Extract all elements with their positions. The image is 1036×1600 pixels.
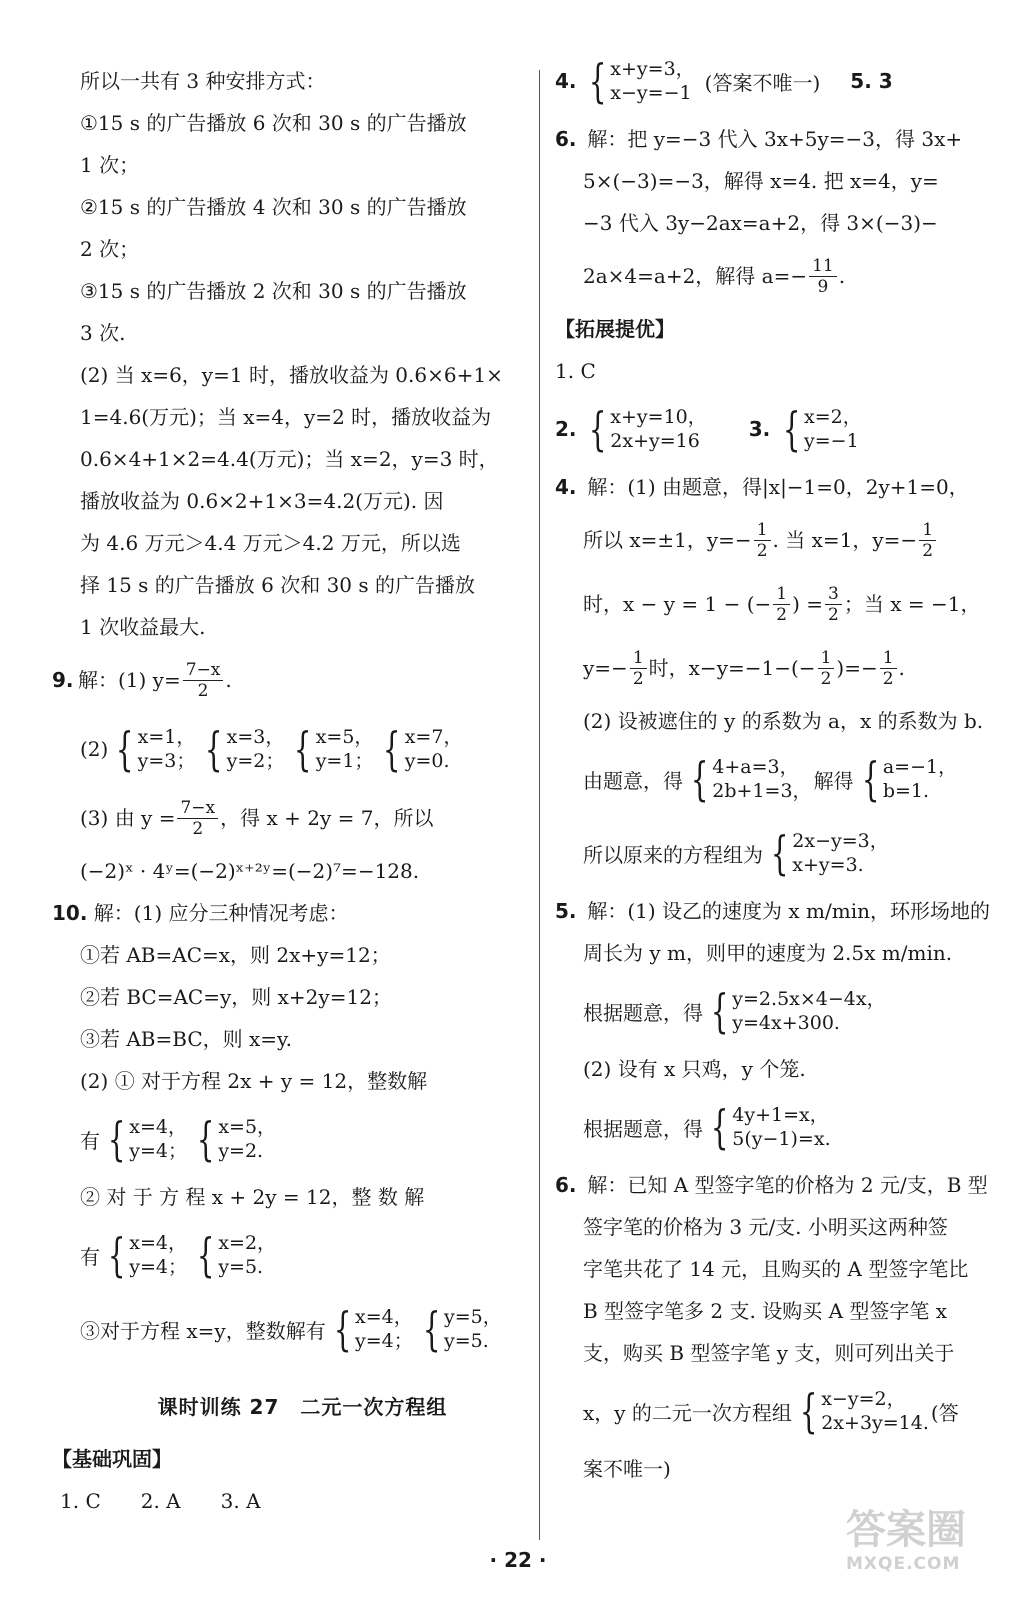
brace-icon: {	[107, 1112, 126, 1166]
e4-text: .	[898, 656, 905, 680]
brace-icon: {	[770, 826, 789, 880]
numerator: 1	[818, 648, 835, 669]
column-divider	[539, 70, 540, 1540]
question-number: 6.	[555, 1173, 577, 1197]
fraction	[754, 520, 771, 561]
text-line: 签字笔的价格为 3 元/支. 小明买这两种签	[583, 1215, 948, 1239]
text-line: 播放收益为 0.6×2+1×3=4.2(万元). 因	[80, 489, 444, 513]
eq-row: y=2；	[226, 750, 285, 772]
e6-line-6	[555, 1374, 995, 1448]
denominator: 2	[828, 604, 839, 625]
eq-row: x=2，	[218, 1232, 277, 1254]
e4-line-6	[555, 742, 995, 816]
denominator: 2	[192, 818, 204, 839]
q9-text: (3) 由 y =	[80, 806, 176, 830]
equation-system	[191, 1228, 277, 1282]
text-line: 1 次收益最大.	[80, 615, 206, 639]
numerator: 3	[825, 584, 842, 605]
eq-row: x=4，	[354, 1306, 413, 1328]
denominator: 2	[197, 680, 209, 701]
text-line: 3 次.	[80, 321, 126, 345]
text-line: 周长为 y m，则甲的速度为 2.5x m/min.	[583, 941, 953, 965]
q6-text: 解：把 y=−3 代入 3x+5y=−3，得 3x+	[587, 127, 963, 151]
fraction	[809, 256, 837, 297]
label: 有	[80, 1244, 100, 1269]
right-column	[555, 54, 995, 1490]
equation-system	[377, 722, 463, 776]
numerator: 1	[754, 520, 771, 541]
e4-text: 所以 x=±1，y=−	[583, 528, 752, 552]
e4-text: 时，x−y=−1−(−	[648, 656, 816, 680]
equation-system	[777, 402, 862, 456]
brace-icon: {	[422, 1302, 441, 1356]
e5-text: 根据题意，得	[583, 1116, 703, 1141]
e4-text: . 当 x=1，y=−	[772, 528, 918, 552]
denominator: 2	[756, 540, 768, 561]
q4-line	[555, 44, 995, 118]
e6-text: 解：已知 A 型签字笔的价格为 2 元/支，B 型	[587, 1173, 988, 1197]
equation-system	[583, 54, 695, 108]
eq-row: y=2.5x×4−4x，	[732, 988, 886, 1010]
eq-row: y=−1	[804, 430, 859, 452]
fraction	[183, 660, 224, 701]
text-line: −3 代入 3y−2ax=a+2，得 3×(−3)−	[583, 211, 938, 235]
brace-icon: {	[205, 722, 223, 776]
equation-system	[199, 722, 285, 776]
eq-row: 2x+y=16	[610, 430, 700, 452]
text-line: B 型签字笔多 2 支. 设购买 A 型签字笔 x	[583, 1299, 948, 1323]
label: ③对于方程 x=y，整数解有	[80, 1318, 326, 1343]
text-line: ③若 AB=BC，则 x=y.	[80, 1027, 293, 1051]
fraction	[880, 648, 897, 689]
eq-row: 4y+1=x，	[732, 1104, 829, 1126]
text-line: ②若 BC=AC=y，则 x+2y=12；	[80, 985, 392, 1009]
brace-icon: {	[196, 1112, 215, 1166]
q9-part3	[80, 786, 525, 850]
text-line: (2) 设被遮住的 y 的系数为 a，x 的系数为 b.	[583, 709, 984, 733]
q6-line-4	[555, 244, 995, 308]
eq-row: x+y=3.	[792, 854, 864, 876]
text-line: 0.6×4+1×2=4.4(万元)；当 x=2，y=3 时，	[80, 447, 499, 471]
answer-line: 1. C	[555, 359, 596, 383]
equation-system	[417, 1302, 502, 1356]
equation-system	[794, 1384, 929, 1438]
text-line: 2 次；	[80, 237, 140, 261]
q10-header	[52, 892, 525, 934]
fraction	[630, 648, 647, 689]
text-line: (2) 当 x=6，y=1 时，播放收益为 0.6×6+1×	[80, 363, 503, 387]
e4-line	[555, 466, 995, 508]
brace-icon: {	[782, 402, 801, 456]
text-line: 字笔共花了 14 元，且购买的 A 型签字笔比	[583, 1257, 969, 1281]
question-number: 2.	[555, 417, 577, 441]
e5-line-3	[555, 974, 995, 1048]
brace-icon: {	[333, 1302, 352, 1356]
brace-icon: {	[588, 54, 607, 108]
question-number: 6.	[555, 127, 577, 151]
q10-solutions-3	[80, 1292, 525, 1366]
eq-row: x=4，	[129, 1232, 188, 1254]
q9-part1	[52, 648, 525, 712]
eq-row: y=5，	[444, 1306, 502, 1328]
brace-icon: {	[383, 722, 401, 776]
e4-line-2	[555, 508, 995, 572]
note: (答案不唯一)	[704, 70, 821, 95]
watermark-url: MXQE.COM	[846, 1554, 961, 1574]
numerator: 1	[773, 584, 790, 605]
e4-text: y=−	[583, 656, 628, 680]
e4-text: )=−	[836, 656, 878, 680]
equation-system	[288, 722, 374, 776]
e2-e3-line	[555, 392, 995, 466]
e5-line-5	[555, 1090, 995, 1164]
eq-row: y=1；	[315, 750, 374, 772]
numerator: 11	[809, 256, 837, 277]
fraction	[818, 648, 835, 689]
fraction	[825, 584, 842, 625]
e5-line	[555, 890, 995, 932]
eq-row: x+y=3，	[610, 58, 695, 80]
q9-text: ，得 x + 2y = 7，所以	[220, 806, 434, 830]
equation-system	[102, 1228, 188, 1282]
q6-text: .	[838, 264, 846, 288]
numerator: 1	[880, 648, 897, 669]
eq-row: x=7，	[404, 726, 463, 748]
watermark-logo	[846, 1506, 1016, 1586]
brace-icon: {	[196, 1228, 215, 1282]
fraction	[919, 520, 936, 561]
denominator: 2	[922, 540, 934, 561]
question-number: 4.	[555, 475, 577, 499]
numerator: 7−x	[183, 660, 224, 681]
eq-row: 2x−y=3，	[792, 830, 889, 852]
question-number: 5.	[555, 899, 577, 923]
eq-row: x−y=−1	[610, 82, 692, 104]
eq-row: x=3，	[226, 726, 285, 748]
denominator: 2	[820, 668, 832, 689]
question-number: 3.	[748, 417, 771, 441]
text-line: ①15 s 的广告播放 6 次和 30 s 的广告播放	[80, 111, 467, 135]
q10-text: 解：(1) 应分三种情况考虑：	[93, 901, 349, 925]
eq-row: y=2.	[218, 1140, 264, 1162]
denominator: 2	[776, 604, 788, 625]
text-line: (−2)ˣ · 4ʸ=(−2)ˣ⁺²ʸ=(−2)⁷=−128.	[80, 859, 420, 883]
eq-row: b=1.	[882, 780, 930, 802]
section-title: 课时训练 27 二元一次方程组	[157, 1395, 448, 1419]
equation-system	[685, 752, 812, 806]
text-line: 1=4.6(万元)；当 x=4，y=2 时，播放收益为	[80, 405, 492, 429]
q10-solutions-2	[80, 1218, 525, 1292]
eq-row: 5(y−1)=x.	[732, 1128, 831, 1150]
equation-system	[328, 1302, 413, 1356]
equation-system	[102, 1112, 188, 1166]
q9-dot: .	[225, 668, 232, 692]
label: 有	[80, 1128, 100, 1153]
fraction	[177, 798, 218, 839]
q10-solutions-1	[80, 1102, 525, 1176]
brace-icon: {	[710, 984, 729, 1038]
equation-system	[856, 752, 958, 806]
left-column	[52, 60, 525, 1522]
eq-row: x=5，	[218, 1116, 277, 1138]
e4-line-3	[555, 572, 995, 636]
numerator: 1	[630, 648, 647, 669]
text-line: ②15 s 的广告播放 4 次和 30 s 的广告播放	[80, 195, 467, 219]
question-number: 9.	[52, 668, 74, 692]
eq-row: x−y=2，	[821, 1388, 906, 1410]
text-line: ③15 s 的广告播放 2 次和 30 s 的广告播放	[80, 279, 467, 303]
question-number: 4.	[555, 69, 577, 93]
brace-icon: {	[861, 752, 879, 806]
e6-text: x，y 的二元一次方程组	[583, 1400, 792, 1425]
equation-system	[765, 826, 889, 880]
q9-part2	[80, 712, 525, 786]
brace-icon: {	[690, 752, 709, 806]
eq-row: y=4；	[354, 1330, 413, 1352]
text-line: 择 15 s 的广告播放 6 次和 30 s 的广告播放	[80, 573, 476, 597]
numerator: 1	[919, 520, 936, 541]
e4-text: 所以原来的方程组为	[583, 842, 763, 867]
answer-line: 1. C 2. A 3. A	[60, 1489, 261, 1513]
e4-line-7	[555, 816, 995, 890]
denominator: 9	[817, 276, 829, 297]
eq-row: y=3；	[137, 750, 196, 772]
brace-icon: {	[294, 722, 312, 776]
section-heading: 【拓展提优】	[555, 317, 675, 341]
e4-text: ；当 x = −1，	[843, 592, 981, 616]
eq-row: x+y=10，	[610, 406, 707, 428]
e5-text: 根据题意，得	[583, 1000, 703, 1025]
eq-row: 2b+1=3，	[712, 780, 812, 802]
eq-row: y=5.	[444, 1330, 489, 1352]
brace-icon: {	[710, 1100, 729, 1154]
eq-row: x=4，	[129, 1116, 188, 1138]
e4-text: 解得	[813, 768, 854, 793]
question-number: 10.	[52, 901, 88, 925]
brace-icon: {	[588, 402, 607, 456]
e6-text: (答	[930, 1400, 959, 1425]
e5-text: 解：(1) 设乙的速度为 x m/min，环形场地的	[587, 899, 990, 923]
text-line: ② 对 于 方 程 x + 2y = 12，整 数 解	[80, 1185, 425, 1209]
e6-line	[555, 1164, 995, 1206]
e4-text: ) =	[792, 592, 824, 616]
fraction	[773, 584, 790, 625]
section-heading: 【基础巩固】	[52, 1447, 172, 1471]
eq-row: y=0.	[404, 750, 450, 772]
equation-system	[705, 1100, 831, 1154]
q5-answer: 5. 3	[850, 69, 893, 93]
eq-row: y=4；	[129, 1256, 188, 1278]
eq-row: y=4；	[129, 1140, 188, 1162]
text-line: 案不唯一)	[583, 1457, 671, 1481]
eq-row: 4+a=3，	[712, 756, 799, 778]
eq-row: 2x+3y=14.	[821, 1412, 929, 1434]
e4-line-4	[555, 636, 995, 700]
brace-icon: {	[116, 722, 134, 776]
e4-text: 由题意，得	[583, 768, 683, 793]
equation-system	[705, 984, 886, 1038]
text-line: 1 次；	[80, 153, 140, 177]
e4-text: 解：(1) 由题意，得|x|−1=0，2y+1=0，	[587, 475, 969, 499]
equation-system	[110, 722, 196, 776]
denominator: 2	[882, 668, 894, 689]
equation-system	[191, 1112, 277, 1166]
numerator: 7−x	[177, 798, 218, 819]
equation-system	[583, 402, 707, 456]
text-line: (2) ① 对于方程 2x + y = 12，整数解	[80, 1069, 428, 1093]
denominator: 2	[632, 668, 644, 689]
text-line: ①若 AB=AC=x，则 2x+y=12；	[80, 943, 391, 967]
q9-text: 解：(1) y=	[78, 668, 181, 692]
e4-text: 时，x − y = 1 − (−	[583, 592, 772, 616]
eq-row: x=2，	[804, 406, 862, 428]
brace-icon: {	[107, 1228, 126, 1282]
text-line: 为 4.6 万元＞4.4 万元＞4.2 万元，所以选	[80, 531, 461, 555]
q6-line	[555, 118, 995, 160]
text-line: 所以一共有 3 种安排方式：	[80, 69, 326, 93]
text-line: (2) 设有 x 只鸡，y 个笼.	[583, 1057, 806, 1081]
brace-icon: {	[799, 1384, 818, 1438]
q9-label: (2)	[80, 737, 109, 761]
eq-row: a=−1，	[882, 756, 958, 778]
eq-row: x=1，	[137, 726, 196, 748]
eq-row: y=5.	[218, 1256, 264, 1278]
eq-row: x=5，	[315, 726, 374, 748]
watermark-text: 答案圈	[846, 1507, 966, 1553]
q6-text: 2a×4=a+2，解得 a=−	[583, 264, 808, 288]
text-line: 5×(−3)=−3，解得 x=4. 把 x=4，y=	[583, 169, 939, 193]
text-line: 支，购买 B 型签字笔 y 支，则可列出关于	[583, 1341, 955, 1365]
eq-row: y=4x+300.	[732, 1012, 840, 1034]
page-number: · 22 ·	[489, 1548, 547, 1572]
